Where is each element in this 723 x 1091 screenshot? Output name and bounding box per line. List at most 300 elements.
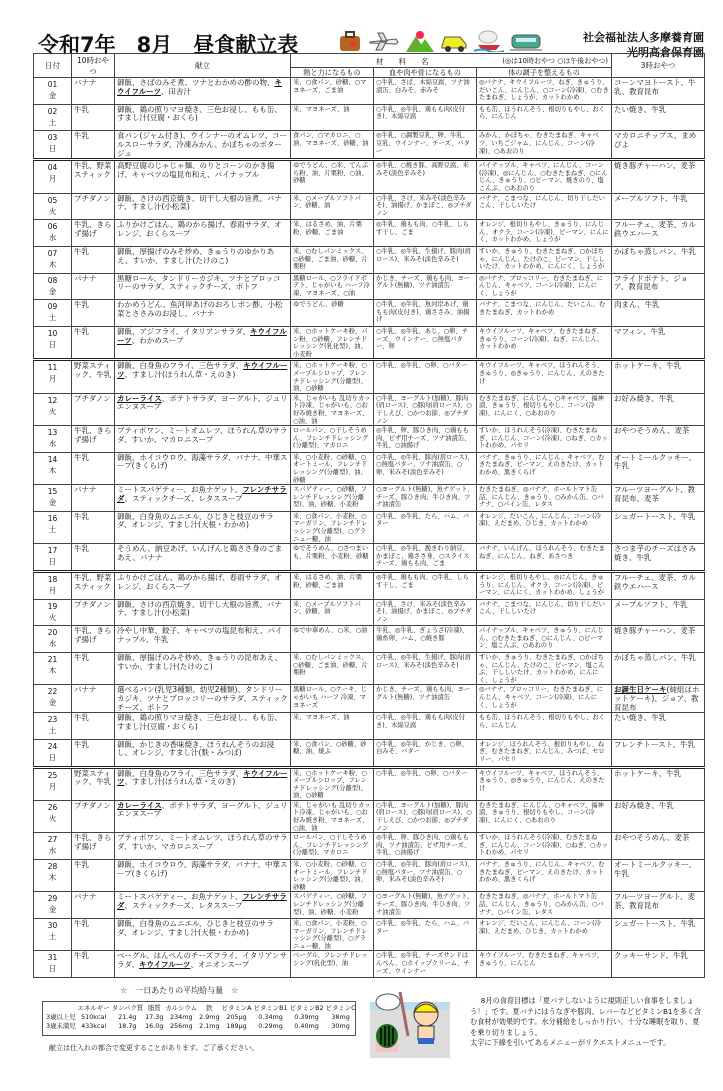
pm-snack-text: メープルソフト、牛乳 [614, 599, 688, 609]
day-number: 20 [47, 628, 58, 638]
energy-foods: ゆでそうめん、○さつまいも、片栗粉、小麦粉、砂糖 [293, 545, 369, 560]
menu-cell [115, 859, 291, 891]
condition-foods: むきたまねぎ、にんじん、○キャベツ、福神漬、きゅうり、根切りもやし、コーン(冷凍)、にんにく、○あおのり [479, 801, 604, 825]
energy-foods: 米、マヨネーズ、油 [293, 714, 350, 722]
pm-snack-text: 焼き豚チャーハン、麦茶 [614, 626, 696, 636]
day-number: 19 [47, 601, 58, 611]
request-menu-item: カレーライス [117, 800, 162, 810]
condition-foods: すいか、きゅうり、むきたまねぎ、○かぼちゃ、にんじん、たけのこ、ピーマン、塩こんぶ、干ししいたけ、カットわかめ、にんにく、しょうが [479, 653, 605, 684]
header-ingredients [291, 54, 612, 68]
body-foods: ◎牛乳、○調製豆乳、卵、牛乳、豆乳、ウインナー、チーズ、バター [376, 132, 470, 155]
am-snack-cell [72, 859, 115, 891]
condition-cell [477, 246, 612, 273]
body-foods: ◎牛乳、鶏もも肉、○牛乳、しらす干し、ごま [376, 573, 469, 589]
table-row [34, 131, 705, 160]
pm-snack-cell [612, 919, 705, 951]
body-foods: ○牛乳、◎牛乳、あじ、○卵、チーズ、ウインナー、○無塩バター、卵 [376, 327, 469, 351]
menu-cell [115, 626, 291, 653]
energy-cell [291, 892, 374, 919]
menu-cell [115, 393, 291, 425]
nutrition-row [45, 1004, 357, 1013]
menu-text: 御飯、厚揚げのみそ炒め、きゅうりのゆかりあえ、すいか、すまし汁(たけのこ) [117, 246, 275, 265]
menu-text: 冷やし中華、餃子、キャベツの塩昆布和え、パイナップル、牛乳 [117, 626, 283, 644]
body-foods: ○牛乳、さけ、米みそ(淡色辛みそ)、油揚げ、かまぼこ、◎プチダノン [376, 194, 472, 217]
condition-foods: ◎バナナ、ブロッコリー、むきたまねぎ、にんじん、キャベツ、コーン(冷凍)、にんにく、しょうが [479, 274, 604, 297]
energy-cell [291, 599, 374, 626]
energy-foods: 米、○むしパンミックス、○砂糖、ごま油、砂糖、片栗粉 [293, 247, 368, 271]
energy-cell [291, 131, 374, 160]
weekday: 火 [48, 406, 57, 416]
header-body: 血や肉や骨になるもの [374, 68, 477, 78]
am-snack-cell [72, 544, 115, 572]
menu-text: 御飯、さけの西京焼き、切干し大根の旨煮、バナナ、すまし汁(小松菜) [117, 193, 282, 212]
table-row [34, 767, 705, 800]
body-cell [374, 426, 477, 453]
weekday: 火 [48, 612, 57, 622]
menu-text: 御飯、さばのみそ煮、ツナとわかめの酢の物、 [117, 78, 275, 87]
body-cell [374, 571, 477, 599]
energy-foods: ロールパン、○干しそうめん、フレンチドレッシング(分離型)、マカロニ [293, 834, 369, 857]
menu-text: ブティボワン、ミートオムレツ、ほうれん草のサラダ、すいか、マカロニスープ [117, 426, 288, 444]
pm-snack-cell [612, 951, 705, 978]
mountain-icon [406, 30, 434, 52]
body-foods: ◎牛乳、○焼き豚、高野豆腐、米みそ(淡色辛みそ) [376, 162, 469, 177]
menu-cell [115, 160, 291, 193]
menu-text: 御飯、鶏の照りマヨ焼き、三色お浸し、もも缶、すまし汁(豆腐・おくら) [117, 104, 282, 123]
menu-cell [115, 78, 291, 105]
am-snack-cell [72, 220, 115, 247]
body-cell [374, 485, 477, 512]
am-snack-cell [72, 833, 115, 860]
menu-items [117, 544, 288, 570]
energy-foods: ゆでうどん、砂糖 [293, 301, 344, 309]
header-pm-snack: 3時おやつ [612, 54, 705, 78]
request-menu-item: キウイフルーツ [117, 326, 287, 345]
energy-cell [291, 273, 374, 300]
date-cell [34, 326, 72, 359]
weekday: 日 [48, 557, 57, 567]
energy-foods: 米、じゃがいも 乱切りカット冷凍、じゃがいも、○お好み焼き粉、マヨネーズ、○油、油 [293, 801, 371, 832]
pm-snack-text: 焼き豚チャーハン、麦茶 [614, 161, 696, 171]
body-cell [374, 78, 477, 105]
menu-items [117, 685, 288, 712]
menu-text: 高野豆腐のじゃじゃ麺、のりとコーンのかき揚げ、キャベツの塩昆布和え、パイナップル [117, 161, 275, 179]
condition-foods: オレンジ、だいこん、にんじん、コーン(冷凍)、えだまめ、ひじき、カットわかめ [479, 512, 601, 528]
body-cell [374, 599, 477, 626]
weekday: 金 [48, 698, 57, 708]
day-number: 23 [47, 715, 58, 725]
energy-foods: スパゲティー、○砂糖、フレンチドレッシング(分離型)、油、砂糖、小麦粉 [293, 486, 368, 509]
body-cell [374, 160, 477, 193]
pm-snack-cell [612, 511, 705, 543]
energy-cell [291, 859, 374, 891]
table-row [34, 892, 705, 919]
day-number: 14 [47, 454, 58, 464]
energy-cell [291, 360, 374, 393]
menu-text: 御飯、白身魚のフライ、三色サラダ、 [117, 768, 244, 778]
am-snack-cell [72, 273, 115, 300]
condition-cell [477, 544, 612, 572]
body-foods: ○牛乳、◎牛乳、鶏もも肉(皮付き)、木綿豆腐 [376, 105, 466, 121]
body-cell [374, 393, 477, 425]
body-foods: ○牛乳、ヨーグルト(加糖)、豚肉(肩ロース)、○豚肉(肩ロース)、○干しえび、○かつお節、◎プチダノン [376, 801, 472, 832]
pm-snack [614, 453, 702, 479]
am-snack: 牛乳 [74, 326, 89, 336]
pm-snack-cell [612, 859, 705, 891]
pm-snack-cell [612, 104, 705, 131]
menu-text: ベーグル、はんぺんのチーズフライ、イタリアンサラダ、 [117, 951, 287, 969]
nutrition-value: 0.39mg [294, 1013, 319, 1021]
condition-foods: キウイフルーツ、むきたまねぎ、キャベツ、きゅうり、にんじん [479, 952, 603, 967]
pm-snack [614, 131, 702, 157]
condition-cell [477, 326, 612, 359]
energy-foods: 米、○食パン、砂糖、○マヨネーズ、ごま油 [293, 79, 367, 94]
am-snack-cell [72, 599, 115, 626]
menu-text: 御飯、白身魚のムニエル、ひじきと枝豆のサラダ、オレンジ、すまし汁(大根・わかめ) [117, 511, 274, 530]
condition-cell [477, 626, 612, 653]
pm-snack-cell [612, 360, 705, 393]
pm-snack-cell [612, 767, 705, 800]
body-foods: ○牛乳、さば、木綿豆腐、ツナ油漬缶、白みそ、赤みそ [376, 79, 470, 94]
pm-snack [614, 573, 702, 599]
am-snack: プチダノン [74, 393, 111, 403]
request-menu-item: カレーライス [117, 393, 162, 403]
am-snack-cell [72, 767, 115, 800]
energy-foods: 米、○小麦粉、○砂糖、○オートミール、フレンチドレッシング(分離型)、油、砂糖 [293, 453, 368, 484]
condition-foods: ◎バナナ、キウイフルーツ、ねぎ、きゅうり、だいこん、にんじん、○コーン(冷凍)、○むきたまねぎ、しょうが、カットわかめ [479, 79, 609, 102]
header-energy: 熱と力になるもの [291, 68, 374, 78]
table-row [34, 326, 705, 359]
condition-foods: オレンジ、根切りもやし、◎にんじん、きゅうり、にんじん、オクラ、コーン(冷凍)、ピーマン、にんにく、カットわかめ、しょうが [479, 573, 604, 597]
date-cell [34, 511, 72, 543]
pm-snack-text: シュガートースト、牛乳 [614, 511, 696, 521]
body-foods: ◎牛乳、卵、豚ひき肉、○鶏もも肉、ピザ用チーズ、ツナ油漬缶、牛乳、○油揚げ [376, 427, 471, 450]
menu-cell [115, 360, 291, 393]
pm-snack-cell [612, 131, 705, 160]
menu-table [33, 53, 705, 978]
pm-snack-cell [612, 326, 705, 359]
nutrition-value: 205μg [226, 1013, 247, 1021]
pm-snack-text: フルーチェ、麦茶、カル鉄ウエハース [614, 572, 697, 591]
body-foods: かじき、チーズ、鶏もも肉、ヨーグルト(無糖)、ツナ油漬缶 [376, 274, 471, 290]
body-cell [374, 452, 477, 484]
energy-cell [291, 193, 374, 220]
pm-snack [614, 951, 702, 977]
energy-foods: 米、○メープルソフトパン、砂糖、油 [293, 194, 361, 210]
menu-items [117, 300, 288, 326]
menu-text: 御飯、さけの西京焼き、切干し大根の旨煮、バナナ、すまし汁(小松菜) [117, 599, 282, 618]
day-number: 15 [47, 487, 58, 497]
table-row [34, 800, 705, 832]
nutrition-table [45, 1004, 357, 1031]
menu-text: ふりかけごはん、鶏のから揚げ、春雨サラダ、オレンジ、おくらスープ [117, 220, 282, 238]
day-number: 08 [47, 275, 58, 285]
menu-text: 、田舎汁 [160, 86, 191, 96]
ingredients-note: (◎は10時おやつ ○は午後おやつ) [502, 57, 609, 65]
date-cell [34, 951, 72, 978]
request-menu-item: フレンチサラダ [117, 892, 287, 910]
menu-items [117, 394, 288, 420]
pm-snack [614, 740, 702, 766]
nutrition-value: ビタミンB1 [253, 1004, 288, 1012]
menu-items [117, 512, 288, 538]
day-number: 02 [47, 106, 58, 116]
date-cell [34, 739, 72, 767]
condition-foods: バナナ、こまつな、にんじん、だいこん、むきたまねぎ、カットわかめ [479, 301, 606, 316]
day-number: 25 [47, 770, 58, 780]
date-cell [34, 767, 72, 800]
energy-cell [291, 426, 374, 453]
request-menu-item: フレンチサラダ [117, 485, 287, 503]
table-row [34, 599, 705, 626]
body-foods: ○ヨーグルト(無糖)、魚ナゲット、チーズ、豚ひき肉、牛ひき肉、ツナ油漬缶 [376, 893, 474, 916]
nutrition-value: タンパク質 [111, 1004, 144, 1012]
weekday: 日 [48, 752, 57, 762]
menu-text: 御飯、鶏の照りマヨ焼き、三色お浸し、もも缶、すまし汁(豆腐・おくら) [117, 713, 282, 731]
pm-snack-text: 肉まん、牛乳 [614, 300, 660, 310]
pm-snack-text: かぼちゃ蒸しパン、牛乳 [614, 246, 696, 256]
energy-cell [291, 452, 374, 484]
menu-cell [115, 104, 291, 131]
day-number: 29 [47, 894, 58, 904]
body-cell [374, 220, 477, 247]
body-foods: ○牛乳、◎牛乳、魚河岸あげ、鶏もも肉(皮付き)、鶏ささみ、油揚げ [376, 301, 470, 324]
menu-cell [115, 919, 291, 951]
pm-snack [614, 426, 702, 452]
pm-snack-cell [612, 544, 705, 572]
menu-text: 、すまし汁(ほうれん草・えのき) [124, 369, 236, 379]
body-foods: ◎牛乳、鶏もも肉、○牛乳、しらす干し、ごま [376, 221, 469, 236]
table-row [34, 452, 705, 484]
condition-cell [477, 800, 612, 832]
menu-cell [115, 273, 291, 300]
table-row [34, 713, 705, 740]
nutrition-value: 2.1mg [199, 1022, 220, 1030]
table-row [34, 652, 705, 684]
am-snack: 牛乳 [74, 104, 89, 114]
menu-text: 、オニオンスープ [190, 959, 250, 969]
am-snack: 牛乳 [74, 652, 89, 662]
energy-foods: ロールパン、○干しそうめん、フレンチドレッシング(分離型)、マカロニ [293, 427, 369, 450]
body-foods: ○牛乳、◎牛乳、生揚げ、豚肉(肩ロース)、米みそ(淡色辛みそ) [376, 653, 472, 669]
condition-cell [477, 131, 612, 160]
energy-foods: 米、じゃがいも 乱切りカット冷凍、じゃがいも、○お好み焼き粉、マヨネーズ、○油、油 [293, 394, 371, 425]
menu-text: 御飯、白身魚のフライ、三色サラダ、 [117, 361, 244, 371]
pm-snack [614, 713, 702, 739]
body-foods: ○牛乳、◎牛乳、挽きわり納豆、かまぼこ、鶏ささ身、○スライスチーズ、鶏もも肉、ごま [376, 545, 470, 568]
day-number: 28 [47, 861, 58, 871]
date-cell [34, 160, 72, 193]
energy-foods: 米、マヨネーズ、油 [293, 105, 350, 113]
menu-items [117, 713, 288, 739]
date-cell [34, 544, 72, 572]
day-number: 30 [47, 921, 58, 930]
weekday: 土 [48, 313, 57, 323]
am-snack-cell [72, 360, 115, 393]
nutrition-value [45, 1004, 77, 1013]
pm-snack-text: マカロニチップス、まめぴよ [614, 131, 697, 149]
nutrition-value: 3歳以上児 [46, 1013, 76, 1021]
table-row [34, 426, 705, 453]
request-menu-note: 太字に下線を引いてあるメニューがリクエストメニューです。 [470, 1038, 671, 1047]
body-cell [374, 360, 477, 393]
am-snack-cell [72, 104, 115, 131]
date-cell [34, 652, 72, 684]
menu-cell [115, 767, 291, 800]
am-snack: バナナ [74, 273, 97, 283]
pm-snack [614, 161, 702, 187]
condition-cell [477, 599, 612, 626]
date-cell [34, 246, 72, 273]
body-cell [374, 767, 477, 800]
date-cell [34, 220, 72, 247]
energy-cell [291, 485, 374, 512]
nutrition-value: 鉄 [206, 1004, 213, 1012]
ingredients-label: 材 料 名 [376, 57, 429, 66]
day-number: 03 [47, 133, 58, 143]
date-cell [34, 104, 72, 131]
pm-snack-cell [612, 160, 705, 193]
condition-foods: むきたまねぎ、にんじん、○キャベツ、福神漬、きゅうり、根切りもやし、コーン(冷凍)、にんにく、○あおのり [479, 394, 604, 417]
body-foods: ◎牛乳、卵、豚ひき肉、○鶏もも肉、ツナ油漬缶、ピザ用チーズ、牛乳、○油揚げ [376, 834, 471, 857]
condition-cell [477, 713, 612, 740]
request-menu-item: キウイフルーツ [117, 361, 288, 379]
body-foods: ○牛乳、◎牛乳、鶏もも肉(皮付き)、木綿豆腐 [376, 714, 466, 729]
body-foods: ○牛乳、ヨーグルト(加糖)、豚肉(肩ロース)、○豚肉(肩ロース)、○干しえび、○かつお節、◎プチダノン [376, 394, 472, 425]
weekday: 日 [48, 964, 57, 974]
menu-cell [115, 193, 291, 220]
weekday: 土 [48, 726, 57, 736]
body-cell [374, 652, 477, 684]
menu-text: 、ポテトサラダ、ヨーグルト、ジュリエンヌスープ [117, 800, 288, 819]
pm-snack-text: かぼちゃ蒸しパン、牛乳 [614, 652, 696, 662]
pm-snack [614, 220, 702, 246]
am-snack-cell [72, 160, 115, 193]
date-cell [34, 685, 72, 713]
day-number: 16 [47, 513, 58, 523]
body-cell [374, 193, 477, 220]
menu-text: 御飯、ホイコウロウ、海藻サラダ、バナナ、中華スープ(きくらげ) [117, 452, 288, 471]
condition-cell [477, 485, 612, 512]
table-row [34, 859, 705, 891]
weekday: 土 [48, 524, 57, 534]
nutrition-value: 3歳未満児 [46, 1022, 76, 1030]
food-education-goal: 8月の食育目標は「夏バテしないように規則正しい食事をしましょう！」です。夏バテにはうなぎや豚肉、レバーなどビタミンB1を多く含む食材が効果的です。水分補給をしっかり行い、十分な睡眠を取り、夏を乗り切りましょう。 [470, 996, 702, 1037]
weekday: 土 [48, 117, 57, 127]
table-row [34, 919, 705, 951]
date-cell [34, 360, 72, 393]
menu-items [117, 769, 288, 795]
am-snack-cell [72, 685, 115, 713]
request-menu-item: キウイフルーツ [117, 768, 288, 787]
condition-foods: もも缶、ほうれんそう、根切りもやし、おくら、にんじん [479, 105, 605, 121]
menu-cell [115, 599, 291, 626]
energy-foods: ゆで中華めん、○米、○油 [293, 627, 368, 635]
body-foods: かじき、チーズ、鶏もも肉、ヨーグルト(無糖)、ツナ油漬缶 [376, 686, 471, 701]
weekday: 日 [48, 339, 57, 349]
pm-snack-text: マフィン、牛乳 [614, 326, 666, 336]
body-cell [374, 859, 477, 891]
menu-items [117, 951, 288, 977]
weekday: 金 [48, 905, 57, 915]
date-cell [34, 78, 72, 105]
pm-snack [614, 685, 702, 712]
am-snack: 野菜スティック、牛乳 [74, 361, 112, 379]
am-snack: 牛乳 [74, 246, 89, 256]
condition-cell [477, 833, 612, 860]
body-cell [374, 273, 477, 300]
date-cell [34, 800, 72, 832]
nutrition-value: 0.40mg [294, 1022, 319, 1030]
menu-items [117, 892, 288, 918]
body-foods: 牛乳、◎牛乳、ぎょうざ(冷凍)、鶏糸卵、ハム、○焼き豚 [376, 627, 469, 642]
pm-snack-text: フルーツヨーグルト、麦茶、教育昆布 [614, 892, 696, 910]
menu-items [117, 653, 288, 679]
pm-snack [614, 860, 702, 886]
am-snack-cell [72, 652, 115, 684]
header-am-snack: 10時おやつ [72, 54, 115, 78]
pm-snack [614, 247, 702, 273]
nutrition-value: 38mg [331, 1013, 350, 1021]
pm-snack [614, 361, 702, 387]
am-snack-cell [72, 713, 115, 740]
weekday: 水 [48, 639, 57, 649]
menu-text: 、ポテトサラダ、ヨーグルト、ジュリエンヌスープ [117, 393, 288, 412]
menu-cell [115, 452, 291, 484]
body-foods: ○牛乳、◎牛乳、たら、ハム、バター [376, 512, 470, 528]
menu-items [117, 860, 288, 886]
pm-snack-text: コーンマヨトースト、牛乳、教育昆布 [614, 78, 696, 96]
condition-foods: パイナップル、キャベツ、にんじん、コーン(冷凍)、◎にんじん、○むきたまねぎ、○にんじん、きゅうり、○ピーマン、焼きのり、塩こんぶ、○あおのり [479, 162, 608, 192]
menu-text: 選べるパン(乳児3種類、幼児2種類)、タンドリーカジキ、ツナとブロッコリーのサラダ、スティックチーズ、ポトフ [117, 685, 288, 712]
am-snack-cell [72, 892, 115, 919]
energy-cell [291, 246, 374, 273]
pm-snack [614, 300, 702, 326]
condition-cell [477, 426, 612, 453]
menu-text: 黒糖ロール、タンドリーカジキ、ツナとブロッコリーのサラダ、スティックチーズ、ポトフ [117, 273, 281, 292]
pm-snack-cell [612, 485, 705, 512]
am-snack: 牛乳、野菜スティック [74, 161, 112, 179]
menu-items [117, 131, 288, 158]
ship-icon [474, 30, 504, 52]
nutrition-value: 256mg [170, 1022, 193, 1030]
menu-cell [115, 246, 291, 273]
body-cell [374, 951, 477, 978]
date-cell [34, 713, 72, 740]
body-foods: ○牛乳、◎牛乳、チーズサンドはんぺん、○ホイップクリーム、チーズ、ウインナー [376, 952, 470, 975]
menu-items [117, 573, 288, 599]
condition-foods: オレンジ、だいこん、にんじん、コーン(冷凍)、えだまめ、ひじき、カットわかめ [479, 920, 601, 935]
body-cell [374, 300, 477, 327]
energy-foods: スパゲティー、○砂糖、フレンチドレッシング(分離型)、油、砂糖、小麦粉 [293, 893, 368, 916]
nutrition-value: 脂質 [147, 1004, 161, 1012]
day-number: 05 [47, 195, 58, 205]
am-snack: プチダノン [74, 800, 111, 810]
menu-cell [115, 131, 291, 160]
menu-items [117, 274, 288, 300]
menu-text: 御飯、かじきの香味焼き、ほうれんそうのお浸し、オレンジ、すまし汁(麩・みつば) [117, 739, 275, 758]
nutrition-value: 510kcal [81, 1013, 107, 1021]
weekday: 金 [48, 498, 57, 508]
table-row [34, 273, 705, 300]
menu-cell [115, 951, 291, 978]
menu-text: 、わかめスープ [131, 335, 184, 345]
weekday: 土 [48, 932, 57, 941]
am-snack: 牛乳 [74, 131, 89, 141]
energy-cell [291, 220, 374, 247]
menu-text: ミートスパゲティー、お魚ナゲット、 [117, 892, 243, 902]
nutrition-value: ビタミンB2 [289, 1004, 324, 1012]
